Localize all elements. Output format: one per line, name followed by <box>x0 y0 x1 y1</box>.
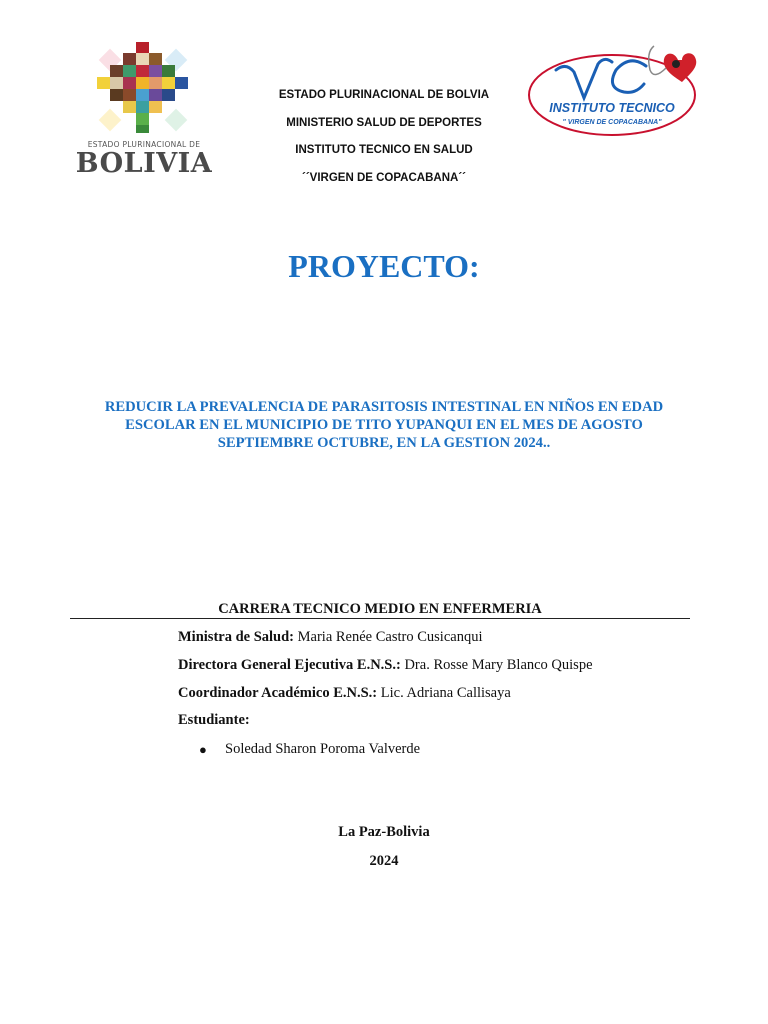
student-name: Soledad Sharon Poroma Valverde <box>225 741 421 757</box>
institute-logo-emblem-icon <box>526 40 706 140</box>
institute-logo-name: INSTITUTO TECNICO <box>549 101 675 115</box>
header-line-institute: INSTITUTO TECNICO EN SALUD <box>295 144 473 156</box>
header-line-institute-name: ´´VIRGEN DE COPACABANA´´ <box>302 171 466 184</box>
header-line-state: ESTADO PLURINACIONAL DE BOLVIA <box>278 89 490 101</box>
info-row-minister <box>178 629 482 646</box>
info-value-coordinator: Lic. Adriana Callisaya <box>377 685 511 701</box>
institute-logo <box>526 40 706 140</box>
info-value-minister: Maria Renée Castro Cusicanqui <box>294 629 483 645</box>
info-value-director: Dra. Rosse Mary Blanco Quispe <box>400 657 593 673</box>
bolivia-logo-word: BOLIVIA <box>75 148 213 179</box>
info-label-coordinator: Coordinador Académico E.N.S.: <box>178 685 378 701</box>
bolivia-logo-caption: ESTADO PLURINACIONAL DE <box>87 140 201 149</box>
info-row-director <box>178 657 593 674</box>
year-text: 2024 <box>369 853 399 869</box>
info-label-student: Estudiante: <box>178 712 250 728</box>
institute-logo-subtitle: " VIRGEN DE COPACABANA" <box>562 119 662 126</box>
info-row-coordinator <box>178 685 511 702</box>
project-title: PROYECTO: <box>288 248 480 284</box>
info-row-student-label <box>178 712 250 729</box>
career-title: CARRERA TECNICO MEDIO EN ENFERMERIA <box>218 601 542 617</box>
bullet-icon: ● <box>199 742 207 757</box>
bolivia-logo <box>74 40 214 180</box>
career-divider <box>70 618 690 619</box>
info-label-minister: Ministra de Salud: <box>178 629 295 645</box>
header-institution-lines <box>250 86 518 196</box>
project-description: REDUCIR LA PREVALENCIA DE PARASITOSIS INTESTINAL EN NIÑOS EN EDAD ESCOLAR EN EL MUNICIPIO DE TITO YUPANQUI EN EL MES DE AGOSTO SEPTIEMBRE OCTUBRE, EN LA GESTION 2024.. <box>104 399 664 451</box>
bolivia-mosaic-icon <box>90 40 196 140</box>
header-line-ministry: MINISTERIO SALUD DE DEPORTES <box>286 116 482 129</box>
place-text: La Paz-Bolivia <box>338 824 430 840</box>
info-label-director: Directora General Ejecutiva E.N.S.: <box>178 657 401 673</box>
